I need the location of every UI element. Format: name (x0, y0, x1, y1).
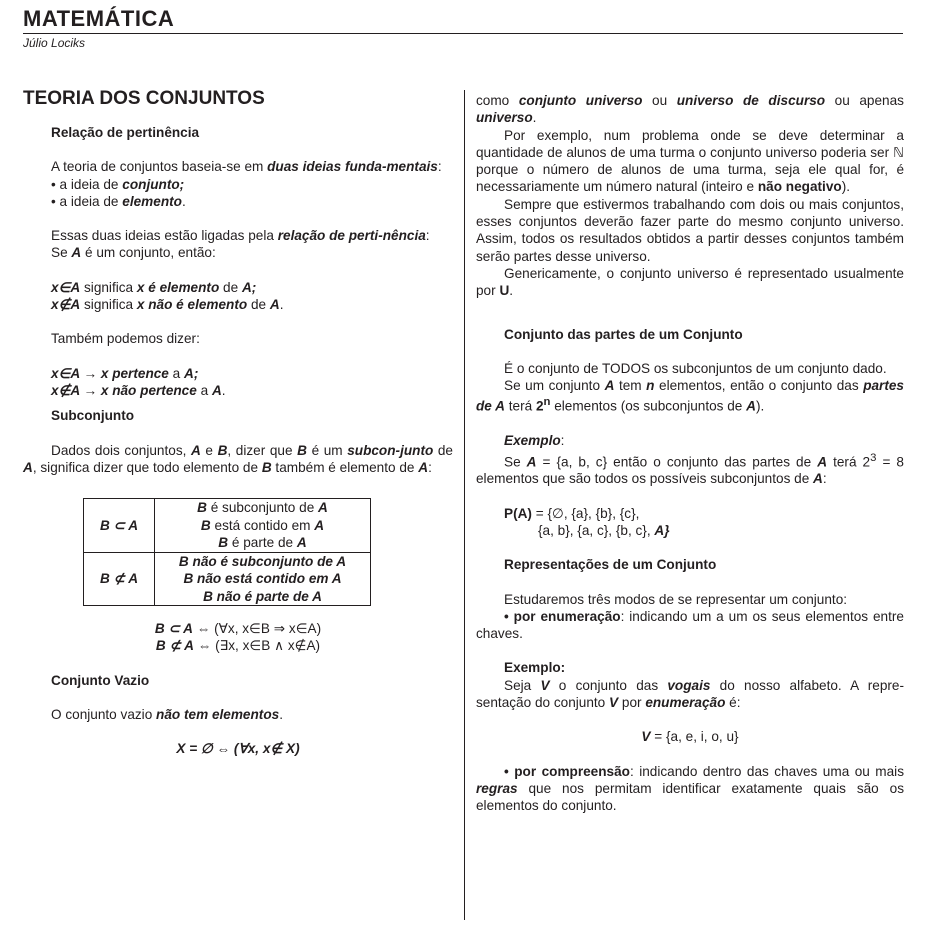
nao-pertence-line: x∉A → x não pertence a A. (51, 382, 226, 398)
vogais-equation: V = {a, e, i, o, u} (641, 729, 739, 745)
header-rule (23, 33, 903, 34)
genericamente-paragraph: Genericamente, o conjunto universo é representado usualmente por U. (476, 265, 904, 299)
section-title: TEORIA DOS CONJUNTOS (23, 88, 265, 109)
tambem-line: Também podemos dizer: (51, 331, 200, 347)
definition-not-belongs: x∉A significa x não é elemento de A. (51, 297, 284, 313)
subconjunto-heading: Subconjunto (51, 408, 135, 424)
exemplo-partes-paragraph: Se A = {a, b, c} então o conjunto das partes de A terá $2^3 = 8$ elementos que são todos os possíveis subconjuntos de A: (476, 451, 904, 487)
subset-descriptions: B é subconjunto de A B está contido em A B é parte de A (155, 499, 371, 553)
definition-belongs: x∈A significa x é elemento de A; (51, 279, 257, 295)
not-subset-descriptions: B não é subconjunto de A B não está contido em A B não é parte de A (155, 552, 371, 606)
author-name: Júlio Lociks (23, 36, 86, 50)
universo-continuation: como conjunto universo ou universo de discurso ou apenas universo. (476, 93, 904, 126)
representacoes-intro: Estudaremos três modos de se representar um conjunto: (504, 591, 848, 607)
vazio-equation: X = ∅ ⇔ (∀x, x∉ X) (176, 741, 300, 757)
subconjunto-paragraph: Dados dois conjuntos, A e B, dizer que B é um subcon-junto de A, significa dizer que todo elemento de B também é elemento de A: (23, 442, 453, 475)
partes-count-paragraph: Se um conjunto A tem n elementos, então o conjunto das partes de A terá 2$^n$ elementos (os subconjuntos de A). (476, 378, 904, 414)
table-row (84, 552, 371, 606)
se-a-line: Se A é um conjunto, então: (51, 245, 216, 261)
pertinencia-heading: Relação de pertinência (51, 125, 200, 140)
not-subset-symbol: B ⊄ A (84, 552, 155, 606)
exemplo-label: Exemplo: (504, 433, 565, 449)
subset-table (83, 498, 371, 606)
compreensao-paragraph: • por compreensão: indicando dentro das chaves uma ou mais regras que nos permitam identificar exatamente quais são os elementos do conjunto. (476, 763, 904, 814)
exemplo-2-label: Exemplo: (504, 660, 566, 676)
right-column (476, 92, 904, 815)
column-divider (464, 90, 465, 920)
left-column (23, 86, 453, 758)
partes-heading: Conjunto das partes de um Conjunto (504, 326, 743, 342)
subset-symbol: B ⊂ A (84, 499, 155, 553)
not-subset-equivalence: B ⊄ A ⇔ (∃x, x∈B ∧ x∉A) (155, 638, 321, 654)
list-item-elemento: • a ideia de elemento. (51, 193, 186, 209)
exemplo-turma-paragraph: Por exemplo, num problema onde se deve determinar a quantidade de alunos de uma turma o conjunto universo poderia ser ℕ porque o número de alunos de uma turma, seja ele qual for, é necessariamente um número natural (inteiro e não negativo). (476, 127, 904, 195)
page-header (23, 6, 903, 51)
power-set-line-1: P(A) = {∅, {a}, {b}, {c}, (504, 505, 640, 521)
subset-equivalence: B ⊂ A ⇔ (∀x, x∈B ⇒ x∈A) (154, 621, 322, 637)
pertinencia-intro: A teoria de conjuntos baseia-se em duas ideias funda-mentais: (51, 159, 442, 175)
partes-definition: É o conjunto de TODOS os subconjuntos de um conjunto dado. (504, 360, 887, 376)
sempre-paragraph: Sempre que estivermos trabalhando com dois ou mais conjuntos, esses conjuntos deverão fazer parte do mesmo conjunto universo. Assim, todos os resultados obtidos a partir desses conjuntos também serão partes desse universo. (476, 196, 904, 264)
representacoes-heading: Representações de um Conjunto (504, 557, 717, 573)
subject-title: MATEMÁTICA (23, 6, 175, 31)
vazio-heading: Conjunto Vazio (51, 672, 150, 688)
power-set-line-2: {a, b}, {a, c}, {b, c}, A} (538, 523, 670, 538)
enumeracao-paragraph: • por enumeração: indicando um a um os seus elementos entre chaves. (476, 608, 904, 642)
list-item-conjunto: • a ideia de conjunto; (51, 176, 185, 192)
pertence-line: x∈A → x pertence a A; (51, 365, 199, 381)
ligadas-paragraph: Essas duas ideias estão ligadas pela relação de perti-nência: (51, 228, 430, 244)
vogais-paragraph: Seja V o conjunto das vogais do nosso alfabeto. A repre-sentação do conjunto V por enumeração é: (476, 677, 904, 711)
table-row (84, 499, 371, 553)
vazio-paragraph: O conjunto vazio não tem elementos. (51, 707, 283, 723)
